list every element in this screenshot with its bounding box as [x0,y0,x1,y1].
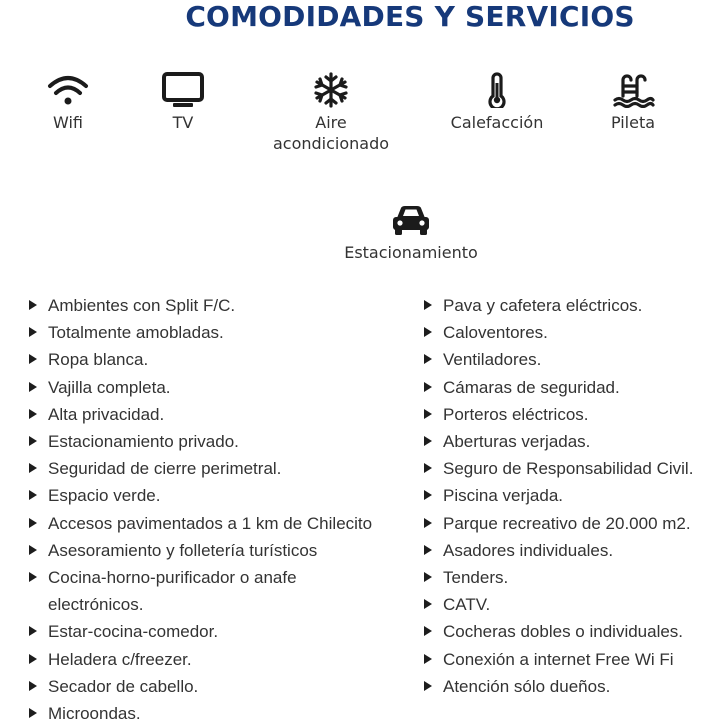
list-item: Aberturas verjadas. [421,428,693,455]
list-item: Conexión a internet Free Wi Fi [421,646,693,673]
list-item: Espacio verde. [26,482,372,509]
list-item: Estar-cocina-comedor. [26,618,372,645]
list-item: Tenders. [421,564,693,591]
amenity-label: Estacionamiento [344,243,478,262]
list-item: Ventiladores. [421,346,693,373]
list-item: Parque recreativo de 20.000 m2. [421,510,693,537]
list-item: Atención sólo dueños. [421,673,693,700]
thermometer-icon [475,72,519,108]
tv-icon [161,72,205,108]
list-item: Piscina verjada. [421,482,693,509]
amenity-label: Aire acondicionado [272,113,390,153]
list-item: Alta privacidad. [26,401,372,428]
list-item: CATV. [421,591,693,618]
amenity-label: Wifi [53,113,83,132]
car-icon [389,202,433,238]
services-list-left [26,292,372,727]
amenity-estacionamiento [336,202,486,263]
list-item: Asesoramiento y folletería turísticos [26,537,372,564]
list-item: Ropa blanca. [26,346,372,373]
list-item: Secador de cabello. [26,673,372,700]
amenity-tv [108,72,258,133]
list-item: Cocina-horno-purificador o anafe electrónicos. [26,564,348,618]
list-item: Ambientes con Split F/C. [26,292,372,319]
services-list-right [421,292,693,700]
list-item: Cámaras de seguridad. [421,374,693,401]
list-item: Estacionamiento privado. [26,428,372,455]
amenity-aire-acondicionado [256,72,406,154]
list-item: Seguridad de cierre perimetral. [26,455,372,482]
amenity-calefaccion [422,72,572,133]
amenity-pileta [558,72,708,133]
page-title: COMODIDADES Y SERVICIOS [185,0,635,33]
pool-icon [611,72,655,108]
amenity-label: Calefacción [450,113,544,132]
list-item: Caloventores. [421,319,693,346]
list-item: Porteros eléctricos. [421,401,693,428]
amenity-label: Pileta [610,113,656,132]
list-item: Accesos pavimentados a 1 km de Chilecito [26,510,372,537]
amenity-label: TV [172,113,194,132]
snowflake-icon [309,72,353,108]
list-item: Pava y cafetera eléctricos. [421,292,693,319]
list-item: Cocheras dobles o individuales. [421,618,693,645]
list-item: Heladera c/freezer. [26,646,372,673]
list-item: Seguro de Responsabilidad Civil. [421,455,693,482]
list-item: Asadores individuales. [421,537,693,564]
list-item: Totalmente amobladas. [26,319,372,346]
list-item: Vajilla completa. [26,374,372,401]
list-item: Microondas. [26,700,372,727]
wifi-icon [46,72,90,108]
